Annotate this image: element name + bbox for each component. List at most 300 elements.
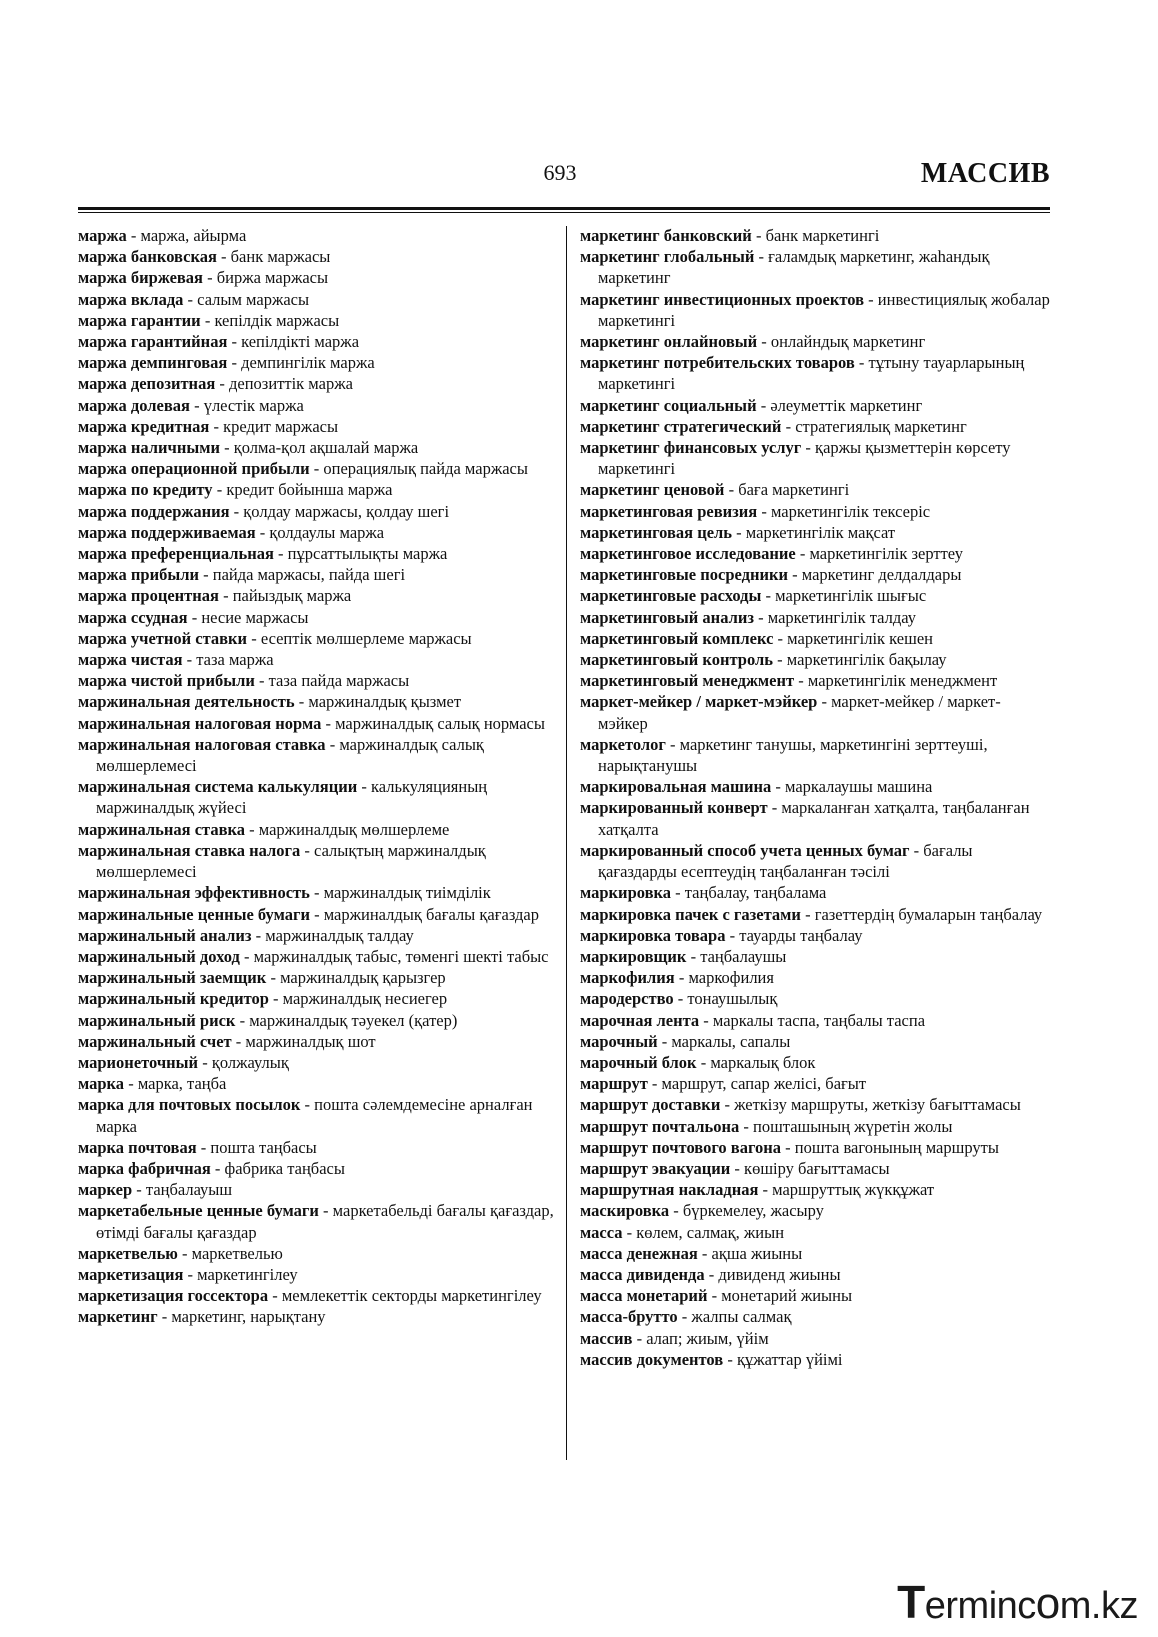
entry-term: маржинальный анализ: [78, 925, 252, 945]
entry-separator: -: [761, 586, 776, 606]
entry-term: марка: [78, 1074, 125, 1094]
dictionary-entry: [78, 1179, 558, 1200]
entry-term: маркировщик: [580, 946, 687, 966]
entry-separator: -: [794, 671, 808, 691]
entry-term: масса: [580, 1222, 623, 1242]
entry-definition: маркетинг танушы, маркетингіні зерттеуші, нарықтанушы: [598, 734, 988, 776]
entry-definition: тұтыну тауарларының маркетингі: [598, 353, 1025, 394]
dictionary-entry: [78, 352, 558, 373]
entry-separator: -: [795, 544, 810, 564]
entry-definition: маркетабельді бағалы қағаздар, өтімді бағалы қағаздар: [96, 1201, 554, 1242]
entry-term: маржинальный счет: [78, 1031, 232, 1051]
entry-definition: қаржы қызметтерін көрсету маркетингі: [598, 438, 1011, 479]
entry-separator: -: [254, 671, 269, 691]
entry-term: маршрут почтальона: [580, 1116, 740, 1136]
dictionary-entry: [580, 649, 1050, 670]
entry-term: маркированный способ учета ценных бумаг: [580, 840, 910, 860]
entry-definition: несие маржасы: [201, 607, 309, 627]
entry-term: мародерство: [580, 989, 674, 1009]
dictionary-entry: [78, 607, 558, 628]
entry-separator: -: [739, 1116, 753, 1136]
entry-definition: маркалаушы машина: [785, 777, 933, 797]
dictionary-entry: [580, 1158, 1050, 1179]
entry-definition: маржиналдық табыс, төменгі шекті табыс: [253, 946, 549, 966]
entry-definition: кредит бойынша маржа: [226, 480, 393, 500]
entry-term: маркировка пачек с газетами: [580, 904, 801, 924]
entry-separator: -: [647, 1074, 662, 1094]
entry-term: маркировка товара: [580, 925, 726, 945]
entry-definition: таңбалау, таңбалама: [684, 883, 827, 903]
entry-term: маржа поддержания: [78, 501, 230, 521]
entry-term: маршрутная накладная: [580, 1180, 759, 1200]
entry-separator: -: [268, 989, 283, 1009]
entry-separator: -: [196, 1137, 211, 1157]
entry-definition: маржиналдық несиегер: [282, 989, 448, 1009]
entry-definition: алап; жиым, үйім: [646, 1328, 769, 1348]
entry-term: маршрут: [580, 1074, 648, 1094]
entry-separator: -: [357, 777, 372, 797]
dictionary-entry: [580, 776, 1050, 797]
dictionary-entry: [78, 1052, 558, 1073]
entry-definition: маркетинг, нарықтану: [171, 1307, 326, 1327]
entry-term: маркетинговый анализ: [580, 607, 754, 627]
entry-separator: -: [294, 692, 309, 712]
dictionary-entry: [580, 564, 1050, 585]
entry-term: маржа поддерживаемая: [78, 522, 256, 542]
dictionary-entry: [78, 331, 558, 352]
dictionary-entry: [580, 882, 1050, 903]
dictionary-entry: [78, 925, 558, 946]
dictionary-entry: [78, 373, 558, 394]
entry-term: маркет-мейкер / маркет-мэйкер: [580, 692, 818, 712]
entry-definition: маршрут, сапар желісі, бағыт: [661, 1074, 867, 1094]
dictionary-entry: [580, 904, 1050, 925]
entry-term: массив документов: [580, 1349, 724, 1369]
entry-separator: -: [757, 501, 771, 521]
entry-separator: -: [622, 1222, 637, 1242]
entry-term: маркетинг онлайновый: [580, 332, 758, 352]
entry-definition: мемлекеттік секторды маркетингілеу: [281, 1286, 542, 1306]
dictionary-entry: [78, 734, 558, 776]
entry-separator: -: [767, 798, 782, 818]
entry-term: марионеточный: [78, 1052, 199, 1072]
entry-definition: операциялық пайда маржасы: [323, 459, 528, 479]
entry-term: маржинальная ставка налога: [78, 840, 301, 860]
entry-separator: -: [189, 395, 204, 415]
entry-term: масса денежная: [580, 1243, 698, 1263]
dictionary-entry: [580, 734, 1050, 776]
entry-term: маркетинг инвестиционных проектов: [580, 289, 865, 309]
entry-separator: -: [227, 353, 242, 373]
dictionary-entry: [78, 225, 558, 246]
entry-definition: таза маржа: [196, 650, 274, 670]
entry-separator: -: [300, 1095, 315, 1115]
entry-definition: қолжаулық: [211, 1052, 289, 1072]
entry-separator: -: [720, 1095, 735, 1115]
entry-definition: маржиналдық қарызгер: [280, 968, 446, 988]
entry-separator: -: [251, 925, 266, 945]
dictionary-entry: [78, 522, 558, 543]
entry-term: маркетинг ценовой: [580, 480, 725, 500]
entry-term: марка почтовая: [78, 1137, 197, 1157]
dictionary-entry: [78, 1158, 558, 1179]
dictionary-entry: [78, 1137, 558, 1158]
dictionary-entry: [78, 819, 558, 840]
entry-separator: -: [699, 1010, 713, 1030]
entry-term: маржа вклада: [78, 289, 184, 309]
entry-term: маркофилия: [580, 968, 675, 988]
dictionary-entry: [78, 501, 558, 522]
dictionary-entry: [580, 1031, 1050, 1052]
watermark-tail: m.kz: [1059, 1585, 1138, 1627]
dictionary-entry: [580, 946, 1050, 967]
entry-definition: таза пайда маржасы: [268, 671, 410, 691]
entry-term: маржа чистой прибыли: [78, 671, 255, 691]
entry-definition: қолдаулы маржа: [269, 522, 385, 542]
entry-term: маржинальная налоговая норма: [78, 713, 322, 733]
entry-term: маржа банковская: [78, 247, 217, 267]
watermark-o: o: [1035, 1579, 1060, 1628]
entry-term: маржа биржевая: [78, 268, 203, 288]
entry-definition: ғаламдық маркетинг, жаһандық маркетинг: [598, 247, 990, 288]
entry-separator: -: [187, 607, 202, 627]
dictionary-entry: [580, 967, 1050, 988]
entry-separator: -: [754, 247, 769, 267]
dictionary-entry: [78, 691, 558, 712]
dictionary-entry: [580, 797, 1050, 839]
entry-term: маркетвелью: [78, 1243, 178, 1263]
entry-separator: -: [235, 1010, 250, 1030]
entry-term: маркировальная машина: [580, 777, 772, 797]
entry-term: маркетизация госсектора: [78, 1286, 269, 1306]
entry-separator: -: [781, 416, 796, 436]
entry-term: маржинальный кредитор: [78, 989, 269, 1009]
entry-term: маркетинговая ревизия: [580, 501, 758, 521]
entry-separator: -: [781, 1137, 795, 1157]
entry-separator: -: [800, 904, 815, 924]
entry-definition: әлеуметтік маркетинг: [770, 395, 923, 415]
entry-separator: -: [247, 628, 261, 648]
entry-definition: биржа маржасы: [216, 268, 329, 288]
entry-definition: есептік мөлшерлеме маржасы: [260, 628, 472, 648]
dictionary-entry: [580, 1179, 1050, 1200]
dictionary-entry: [580, 1052, 1050, 1073]
right-column: [580, 225, 1050, 1370]
entry-separator: -: [177, 1243, 192, 1263]
entry-separator: -: [202, 268, 217, 288]
dictionary-entry: [580, 670, 1050, 691]
entry-term: марочный блок: [580, 1052, 697, 1072]
dictionary-entry: [78, 289, 558, 310]
entry-separator: -: [757, 332, 771, 352]
entry-term: маркетинг социальный: [580, 395, 757, 415]
dictionary-entry: [78, 310, 558, 331]
entry-term: маршрут эвакуации: [580, 1158, 731, 1178]
dictionary-entry: [78, 1243, 558, 1264]
entry-term: марка фабричная: [78, 1158, 211, 1178]
dictionary-entry: [580, 628, 1050, 649]
dictionary-entry: [580, 522, 1050, 543]
entry-definition: пайда маржасы, пайда шегі: [212, 565, 406, 585]
entry-separator: -: [124, 1074, 138, 1094]
entry-term: маржа операционной прибыли: [78, 459, 310, 479]
page-number: 693: [543, 160, 577, 185]
entry-term: маркетинг финансовых услуг: [580, 438, 802, 458]
entry-separator: -: [309, 904, 324, 924]
entry-definition: маркалы таспа, таңбалы таспа: [712, 1010, 926, 1030]
entry-separator: -: [220, 438, 234, 458]
entry-separator: -: [724, 480, 739, 500]
entry-definition: кепілдік маржасы: [214, 310, 340, 330]
entry-definition: маржиналдық бағалы қағаздар: [323, 904, 540, 924]
entry-term: маркетинг потребительских товаров: [580, 353, 855, 373]
entry-separator: -: [725, 925, 740, 945]
entry-term: маркетинг стратегический: [580, 416, 782, 436]
entry-separator: -: [245, 819, 259, 839]
dictionary-entry: [78, 1264, 558, 1285]
entry-definition: қолдау маржасы, қолдау шегі: [243, 501, 450, 521]
entry-term: маркетинговый контроль: [580, 650, 773, 670]
dictionary-entry: [78, 267, 558, 288]
dictionary-entry: [78, 458, 558, 479]
entry-separator: -: [772, 650, 787, 670]
entry-term: маржа преференциальная: [78, 544, 274, 564]
dictionary-entry: [78, 1200, 558, 1242]
entry-definition: фабрика таңбасы: [224, 1158, 345, 1178]
dictionary-entry: [580, 225, 1050, 246]
dictionary-entry: [580, 543, 1050, 564]
dictionary-entry: [580, 1010, 1050, 1031]
entry-term: маржинальная ставка: [78, 819, 246, 839]
entry-definition: жалпы салмақ: [691, 1307, 792, 1327]
entry-separator: -: [773, 628, 788, 648]
entry-separator: -: [674, 968, 689, 988]
dictionary-entry: [580, 416, 1050, 437]
dictionary-entry: [580, 1200, 1050, 1221]
entry-term: массив: [580, 1328, 633, 1348]
entry-term: маржинальная налоговая ставка: [78, 734, 326, 754]
dictionary-entry: [580, 1306, 1050, 1327]
entry-definition: көлем, салмақ, жиын: [636, 1222, 785, 1242]
entry-term: маркетинговые расходы: [580, 586, 762, 606]
dictionary-entry: [580, 988, 1050, 1009]
dictionary-entry: [78, 416, 558, 437]
entry-definition: таңбалауыш: [145, 1180, 233, 1200]
entry-separator: -: [677, 1307, 692, 1327]
entry-separator: -: [157, 1307, 172, 1327]
entry-term: маржа депозитная: [78, 374, 216, 394]
entry-definition: маркетингілік талдау: [767, 607, 916, 627]
entry-definition: маркетингілік зерттеу: [809, 544, 963, 564]
entry-definition: көшіру бағыттамасы: [744, 1158, 890, 1178]
entry-term: масса монетарий: [580, 1286, 708, 1306]
dictionary-entry: [78, 437, 558, 458]
entry-definition: марка, таңба: [137, 1074, 227, 1094]
entry-term: масса дивиденда: [580, 1264, 705, 1284]
dictionary-entry: [580, 925, 1050, 946]
entry-separator: -: [697, 1243, 712, 1263]
dictionary-entry: [78, 395, 558, 416]
entry-definition: онлайндық маркетинг: [770, 332, 926, 352]
entry-definition: маркаланған хатқалта, таңбаланған хатқалта: [598, 798, 1030, 839]
entry-term: маржинальная система калькуляции: [78, 777, 358, 797]
entry-definition: маржиналдық тиімділік: [323, 883, 491, 903]
entry-definition: депозиттік маржа: [229, 374, 353, 394]
entry-definition: инвестициялық жобалар маркетингі: [598, 289, 1050, 330]
dictionary-entry: [78, 670, 558, 691]
entry-separator: -: [300, 840, 315, 860]
dictionary-entry: [78, 585, 558, 606]
entry-definition: маржиналдық салық мөлшерлемесі: [96, 734, 484, 776]
entry-separator: -: [758, 1180, 773, 1200]
dictionary-entry: [78, 967, 558, 988]
dictionary-entry: [78, 988, 558, 1009]
entry-separator: -: [255, 522, 270, 542]
entry-definition: монетарий жиыны: [721, 1286, 853, 1306]
entry-term: маскировка: [580, 1201, 670, 1221]
entry-separator: -: [209, 416, 224, 436]
entry-definition: газеттердің бумаларын таңбалау: [814, 904, 1043, 924]
entry-separator: -: [788, 565, 802, 585]
entry-separator: -: [126, 226, 141, 245]
entry-term: маркетинговый менеджмент: [580, 671, 795, 691]
entry-term: маржа чистая: [78, 650, 183, 670]
entry-separator: -: [756, 395, 771, 415]
entry-term: маркированный конверт: [580, 798, 768, 818]
entry-separator: -: [215, 374, 229, 394]
entry-term: маркетинг банковский: [580, 226, 752, 245]
entry-separator: -: [231, 1031, 246, 1051]
entry-definition: маркетингілік шығыс: [775, 586, 927, 606]
entry-definition: кредит маржасы: [223, 416, 339, 436]
entry-definition: маркетвелью: [191, 1243, 283, 1263]
entry-separator: -: [732, 522, 746, 542]
dictionary-entry: [78, 713, 558, 734]
entry-definition: калькуляцияның маржиналдық жүйесі: [96, 777, 488, 818]
entry-term: маржинальный доход: [78, 946, 240, 966]
dictionary-entry: [580, 1094, 1050, 1115]
header-rule-thin: [78, 212, 1050, 213]
entry-separator: -: [673, 989, 688, 1009]
entry-definition: тонаушылық: [687, 989, 778, 1009]
dictionary-entry: [78, 1031, 558, 1052]
running-head: МАССИВ: [920, 158, 1050, 189]
dictionary-entry: [78, 776, 558, 818]
entry-term: маржа по кредиту: [78, 480, 213, 500]
entry-term: маркетизация: [78, 1264, 184, 1284]
dictionary-entry: [580, 331, 1050, 352]
entry-term: маркетинг глобальный: [580, 247, 755, 267]
entry-term: масса-брутто: [580, 1307, 678, 1327]
entry-separator: -: [273, 544, 288, 564]
dictionary-entry: [580, 1264, 1050, 1285]
dictionary-entry: [580, 1137, 1050, 1158]
entry-separator: -: [198, 565, 213, 585]
entry-separator: -: [198, 1052, 212, 1072]
entry-term: маржа ссудная: [78, 607, 188, 627]
entry-definition: маркофилия: [688, 968, 774, 988]
entry-definition: банк маржасы: [230, 247, 331, 267]
entry-separator: -: [632, 1328, 647, 1348]
entry-term: марочная лента: [580, 1010, 700, 1030]
entry-separator: -: [183, 289, 198, 309]
entry-definition: маркетинг делдалдары: [801, 565, 962, 585]
entry-definition: қолма-қол ақшалай маржа: [233, 438, 419, 458]
entry-term: маркетабельные ценные бумаги: [78, 1201, 319, 1221]
dictionary-entry: [78, 628, 558, 649]
dictionary-entry: [580, 1073, 1050, 1094]
entry-separator: -: [665, 734, 680, 754]
entry-separator: -: [268, 1286, 282, 1306]
entry-separator: -: [309, 459, 324, 479]
dictionary-entry: [580, 840, 1050, 882]
entry-definition: маркетингілік кешен: [787, 628, 933, 648]
dictionary-entry: [78, 1306, 558, 1327]
entry-separator: -: [723, 1349, 737, 1369]
entry-definition: маржа, айырма: [140, 226, 247, 245]
entry-separator: -: [309, 883, 324, 903]
entry-term: маркетолог: [580, 734, 666, 754]
dictionary-entry: [78, 904, 558, 925]
entry-separator: -: [753, 607, 768, 627]
entry-term: марка для почтовых посылок: [78, 1095, 301, 1115]
entry-separator: -: [182, 650, 197, 670]
entry-separator: -: [864, 289, 878, 309]
entry-separator: -: [183, 1264, 198, 1284]
dictionary-entry: [78, 543, 558, 564]
entry-term: маркетинговое исследование: [580, 544, 796, 564]
entry-term: маршрут доставки: [580, 1095, 721, 1115]
entry-definition: маркетингілік тексеріс: [770, 501, 931, 521]
entry-separator: -: [707, 1286, 722, 1306]
entry-separator: -: [212, 480, 227, 500]
entry-definition: пошта таңбасы: [210, 1137, 317, 1157]
entry-separator: -: [210, 1158, 225, 1178]
entry-term: маржа гарантийная: [78, 332, 228, 352]
entry-definition: салықтың маржиналдық мөлшерлемесі: [96, 840, 486, 882]
dictionary-entry: [580, 607, 1050, 628]
entry-separator: -: [132, 1180, 146, 1200]
entry-term: маржинальная эффективность: [78, 883, 310, 903]
entry-definition: маржиналдық қызмет: [308, 692, 462, 712]
dictionary-entry: [78, 649, 558, 670]
dictionary-entry: [580, 1349, 1050, 1370]
dictionary-entry: [580, 289, 1050, 331]
dictionary-entry: [580, 395, 1050, 416]
header-rule-thick: [78, 207, 1050, 210]
entry-term: маржа гарантии: [78, 310, 201, 330]
entry-definition: маркалық блок: [710, 1052, 816, 1072]
dictionary-entry: [580, 246, 1050, 288]
entry-separator: -: [730, 1158, 745, 1178]
dictionary-entry: [78, 1073, 558, 1094]
entry-definition: маркет-мейкер / маркет-мэйкер: [598, 692, 1001, 733]
dictionary-entry: [78, 246, 558, 267]
entry-separator: -: [686, 946, 701, 966]
entry-term: марочный: [580, 1031, 658, 1051]
watermark-text: erminc: [924, 1585, 1036, 1627]
dictionary-entry: [580, 501, 1050, 522]
entry-term: маршрут почтового вагона: [580, 1137, 782, 1157]
dictionary-entry: [78, 840, 558, 882]
entry-definition: маркетингілік мақсат: [745, 522, 896, 542]
entry-definition: пошта вагонының маршруты: [794, 1137, 999, 1157]
dictionary-entry: [580, 585, 1050, 606]
entry-separator: -: [854, 353, 869, 373]
dictionary-entry: [78, 1094, 558, 1136]
entry-definition: маршруттық жүкқұжат: [772, 1180, 935, 1200]
dictionary-entry: [580, 691, 1050, 733]
